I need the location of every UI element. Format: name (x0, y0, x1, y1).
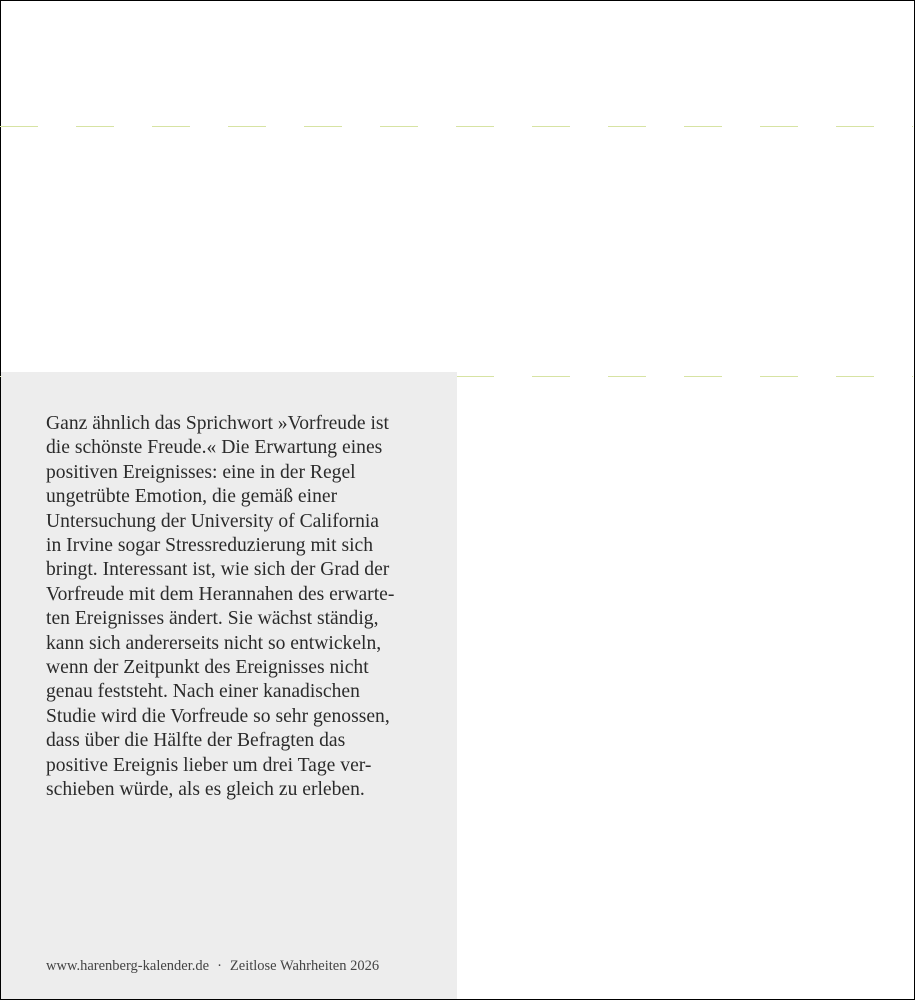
body-text-line: dass über die Hälfte der Befragten das (46, 730, 346, 752)
body-text-line: die schönste Freude.« Die Erwartung eines (46, 437, 383, 459)
body-text-line: in Irvine sogar Stressreduzierung mit sich (46, 535, 374, 557)
footer (46, 958, 379, 975)
body-text-line: positiven Ereignisses: eine in der Regel (46, 461, 356, 483)
body-text-line: ten Ereignisses ändert. Sie wächst ständig, (46, 608, 379, 630)
footer-title: Zeitlose Wahrheiten 2026 (229, 958, 380, 974)
body-text (46, 412, 446, 803)
body-text-line: wenn der Zeitpunkt des Ereignisses nicht (46, 657, 369, 679)
body-text-line: bringt. Interessant ist, wie sich der Grad der (46, 559, 390, 581)
body-text-line: Vorfreude mit dem Herannahen des erwarte- (46, 583, 395, 605)
body-text-line: schieben würde, als es gleich zu erleben. (46, 779, 365, 801)
body-text-line: genau feststeht. Nach einer kanadischen (46, 681, 360, 703)
body-text-line: kann sich andererseits nicht so entwickeln, (46, 632, 382, 654)
footer-url: www.harenberg-kalender.de (46, 958, 210, 974)
body-text-line: Ganz ähnlich das Sprichwort »Vorfreude ist (46, 413, 389, 434)
body-text-line: ungetrübte Emotion, die gemäß einer (46, 486, 338, 508)
footer-separator: · (217, 958, 222, 974)
body-text-line: positive Ereignis lieber um drei Tage ver- (46, 754, 372, 776)
body-text-line: Studie wird die Vorfreude so sehr genossen, (46, 705, 390, 727)
perforation-guide-top (0, 126, 913, 127)
body-text-line: Untersuchung der University of California (46, 510, 380, 532)
